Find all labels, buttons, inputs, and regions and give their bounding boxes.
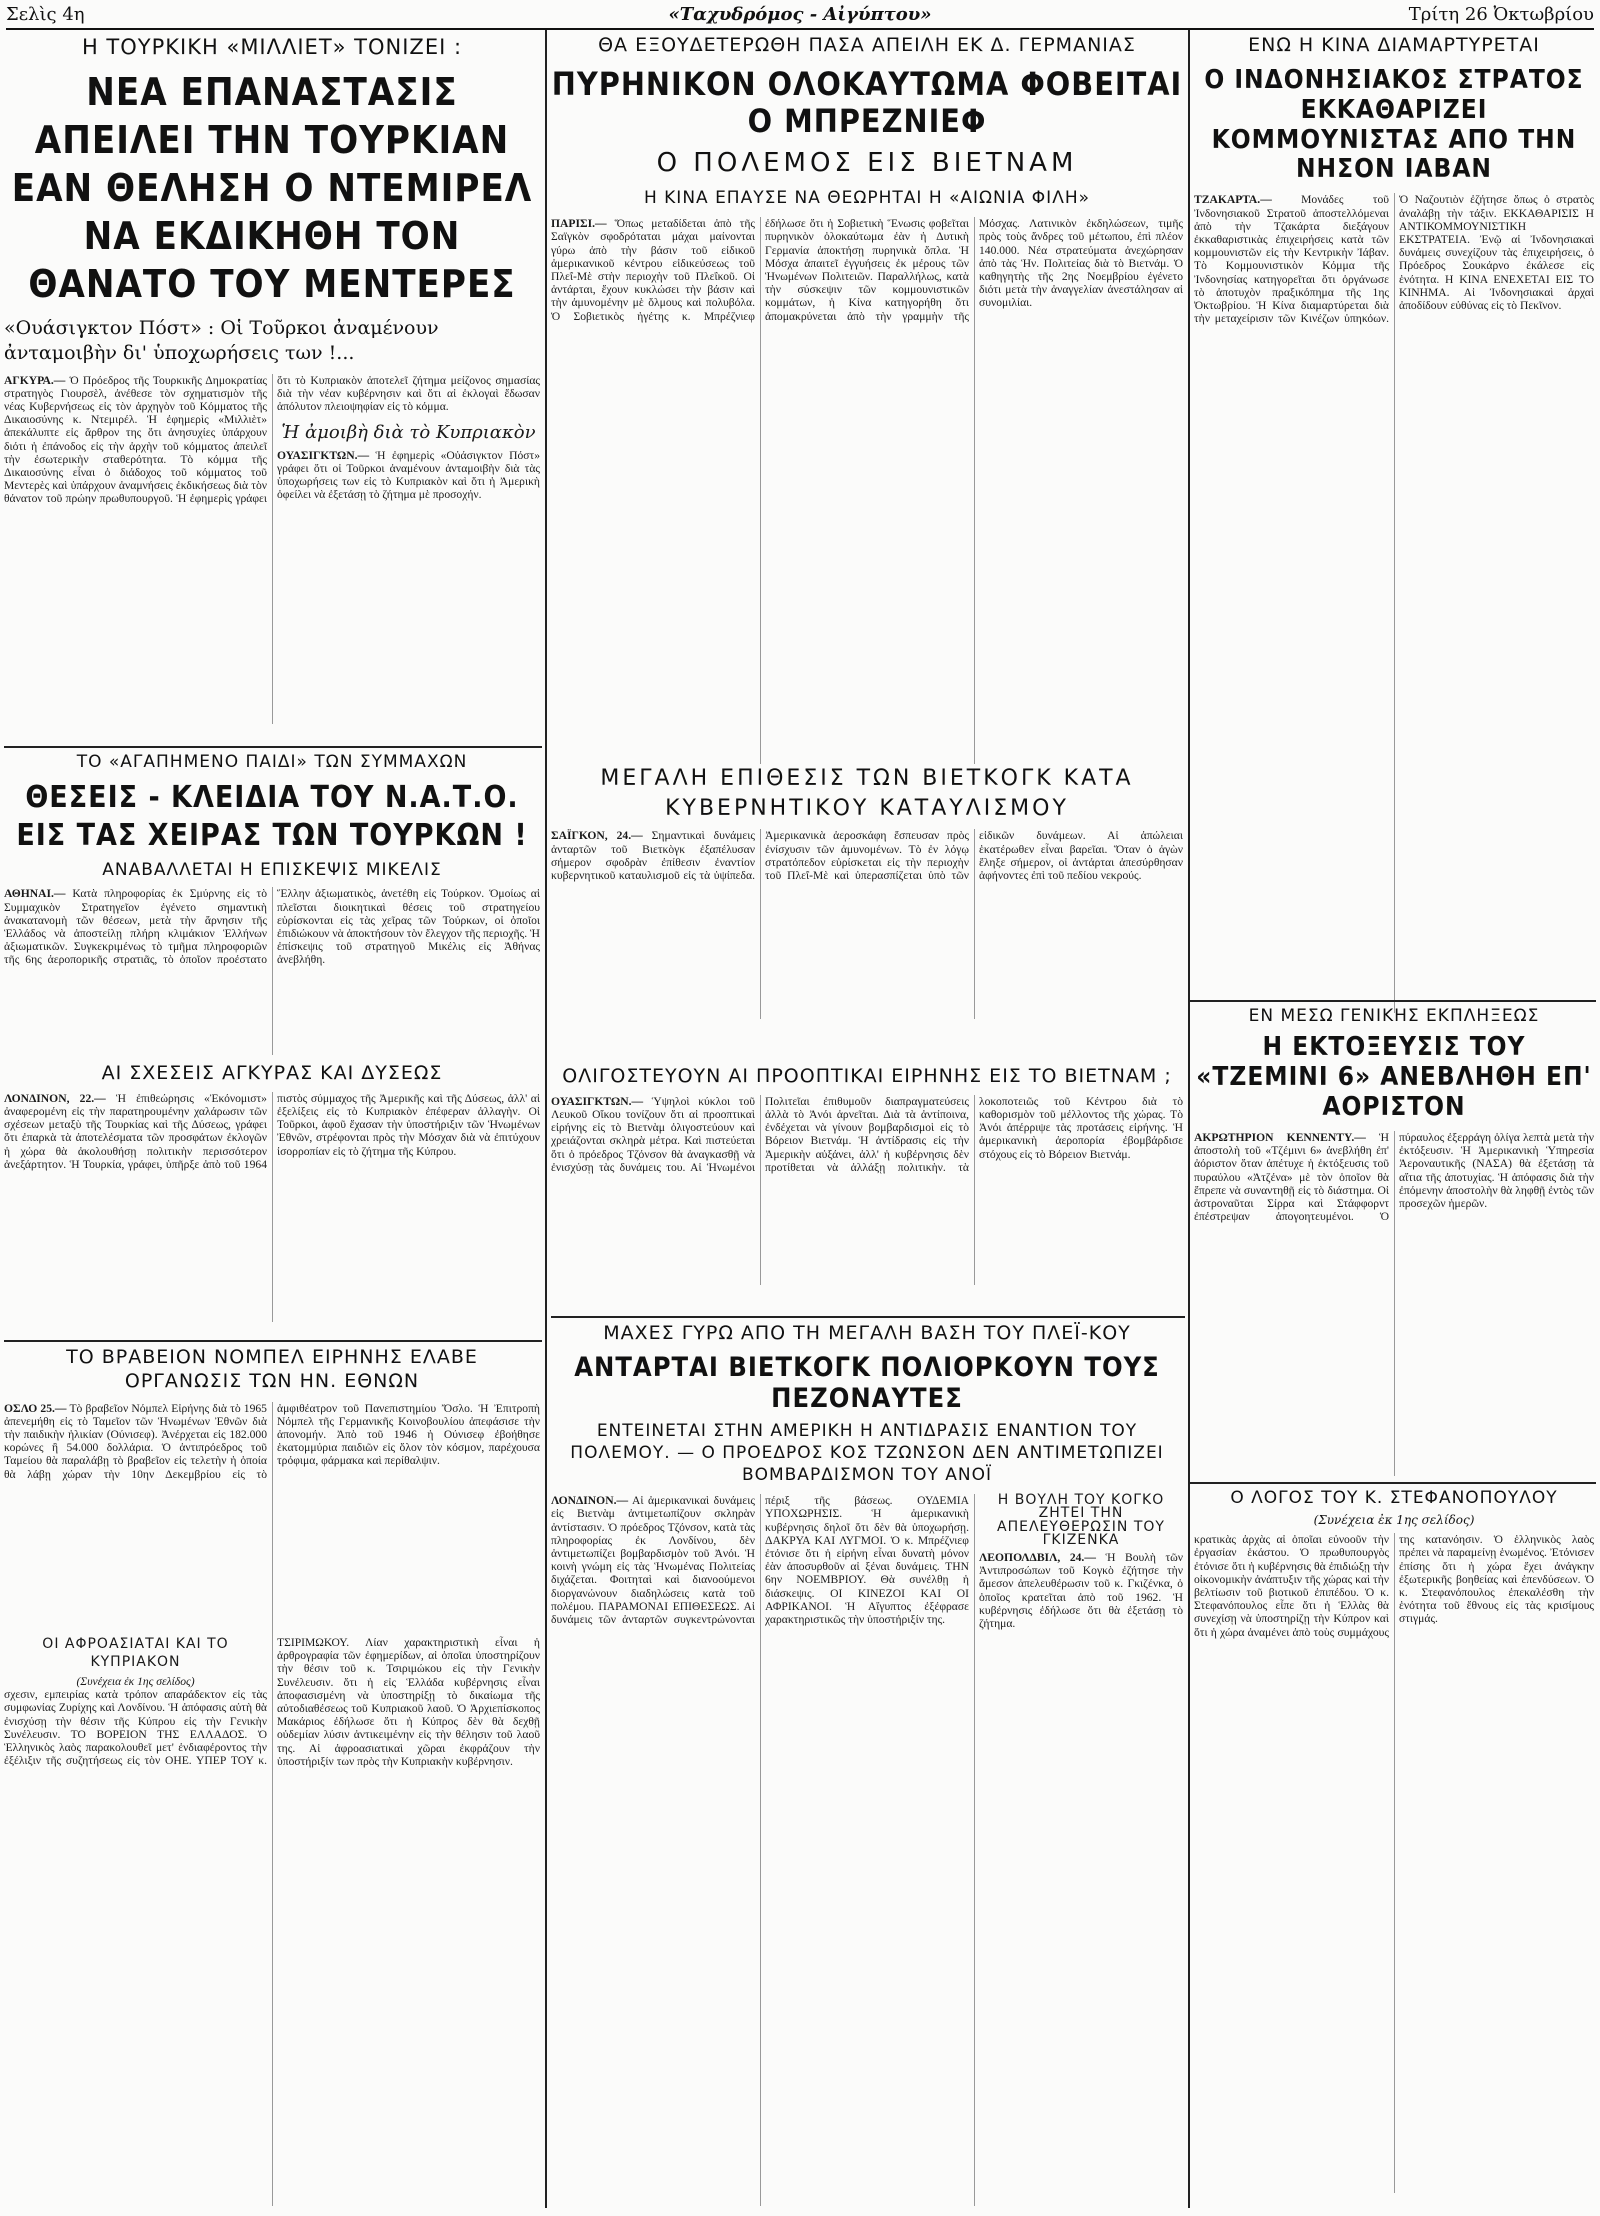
issue-date: Τρίτη 26 Ὀκτωβρίου [1408,4,1594,25]
article-vietcong-attack [551,764,1183,1064]
article-headline: ΝΕΑ ΕΠΑΝΑΣΤΑΣΙΣ ΑΠΕΙΛΕΙ ΤΗΝ ΤΟΥΡΚΙΑΝ ΕΑΝ ΘΕΛΗΣΗ Ο ΝΤΕΜΙΡΕΛ ΝΑ ΕΚΔΙΚΗΘΗ ΤΟΝ ΘΑΝΑΤΟ ΤΟΥ ΜΕΝΤΕΡΕΣ [11,70,533,307]
article-body [4,887,540,1055]
article-headline: ΠΥΡΗΝΙΚΟΝ ΟΛΟΚΑΥΤΩΜΑ ΦΟΒΕΙΤΑΙ Ο ΜΠΡΕΖΝΙΕΦ [551,64,1183,140]
article-text: Ἡ ἀποστολὴ τοῦ «Τζέμινι 6» ἀνεβλήθη ἐπ' ἀόριστον ὅταν ἀπέτυχε ἡ ἐκτόξευσις τοῦ πυραύλου «Ἀτζένα» μὲ τὸν ὁποῖον θὰ ἔπρεπε νὰ συναντηθῇ εἰς τὸ διάστημα. Οἱ ἀστροναῦται Σίρρα καὶ Στάφφορντ ἐπέστρεψαν ἀπογοητευμένοι. Ὁ πύραυλος ἐξερράγη ὀλίγα λεπτὰ μετὰ τὴν ἐκτόξευσιν. Ἡ Ἀμερικανικὴ Ὑπηρεσία Ἀεροναυτικῆς (ΝΑΣΑ) θὰ ἐξετάσῃ τὰ αἴτια τῆς ἀποτυχίας. Ἡ ἀπόφασις διὰ τὴν ἐπόμενην ἀποστολὴν θὰ ληφθῇ ἐντὸς τῶν προσεχῶν ἡμερῶν. [1194,1130,1594,1224]
article-headline: ΜΕΓΑΛΗ ΕΠΙΘΕΣΙΣ ΤΩΝ ΒΙΕΤΚΟΓΚ ΚΑΤΑ ΚΥΒΕΡΝΗΤΙΚΟΥ ΚΑΤΑΥΛΙΣΜΟΥ [600,766,1134,821]
article-headline: Ο ΙΝΔΟΝΗΣΙΑΚΟΣ ΣΤΡΑΤΟΣ ΕΚΚΑΘΑΡΙΖΕΙ ΚΟΜΜΟΥΝΙΣΤΑΣ ΑΠΟ ΤΗΝ ΝΗΣΟΝ ΙΑΒΑΝ [1204,64,1584,185]
article-text: κρατικὰς ἀρχὰς αἱ ὁποῖαι εὐνοοῦν τὴν ἐργασίαν ἑκάστου. Ὁ πρωθυπουργὸς ἐτόνισε ὅτι ἡ κυβέρνησις θὰ ἐπιδιώξῃ τὴν οἰκονομικὴν ἀνάπτυξιν τῆς χώρας καὶ τὴν βελτίωσιν τοῦ βιοτικοῦ ἐπιπέδου. Ὁ κ. Στεφανόπουλος εἶπε ὅτι ἡ Ἑλλὰς θὰ συνεχίσῃ νὰ ὑποστηρίζῃ τὴν Κύπρον καὶ ὅτι ἡ χώρα ἀναμένει ἀπὸ τοὺς συμμάχους της κατανόησιν. Ὁ ἑλληνικὸς λαὸς πρέπει νὰ παραμείνῃ ἑνωμένος. Ἐτόνισεν ἐπίσης ὅτι ἡ χώρα ἔχει ἀνάγκην ἐξωτερικῆς βοηθείας καὶ ἐπενδύσεων. Ὁ κ. Στεφανόπουλος ἐπεκαλέσθη τὴν ἑνότητα τοῦ ἔθνους εἰς τὰς κρισίμους στιγμάς. [1194,1533,1594,1639]
article-headline: ΟΙ ΑΦΡΟΑΣΙΑΤΑΙ ΚΑΙ ΤΟ ΚΥΠΡΙΑΚΟΝ [42,1636,229,1670]
article-subhead: ΕΝΤΕΙΝΕΤΑΙ ΣΤΗΝ ΑΜΕΡΙΚΗ Η ΑΝΤΙΔΡΑΣΙΣ ΕΝΑΝΤΙΟΝ ΤΟΥ ΠΟΛΕΜΟΥ. — Ο ΠΡΟΕΔΡΟΣ ΚΟΣ ΤΖΩΝΣΟΝ ΔΕΝ ΑΝΤΙΜΕΤΩΠΙΖΕΙ ΒΟΜΒΑΡΔΙΣΜΟΝ ΤΟΥ ΑΝΟΪ [570,1420,1164,1486]
article-dateline: ΣΑΪΓΚΟΝ, 24.— [551,829,643,843]
article-dateline: ΛΟΝΔΙΝΟΝ, 22.— [4,1091,106,1105]
section-divider [1190,1000,1596,1002]
article-text: Ἡ ἐπιθεώρησις «Ἐκόνομιστ» ἀναφερομένη εἰς τὴν παρατηρουμένην χαλάρωσιν τῶν σχέσεων μεταξὺ τῆς Τουρκίας καὶ τῆς Δύσεως, γράφει ὅτι ἐπαρκὰ τὰ ἀποτελέσματα τῶν προσφάτων ἐκλογῶν ἡ χώρα θὰ ἀκολουθήσῃ πολιτικὴν περισσότερον ἀνεξάρτητον. Ἡ Τουρκία, γράφει, ὑπῆρξε ἀπὸ τοῦ 1964 πιστὸς σύμμαχος τῆς Ἀμερικῆς καὶ τῆς Δύσεως, ἀλλ' αἱ ἐξελίξεις εἰς τὸ Κυπριακὸν ἐπέφεραν ἀλλαγὴν. Οἱ Τοῦρκοι, ἀφοῦ ἔχασαν τὴν ὑποστήριξιν τῶν Ἡνωμένων Ἐθνῶν, στρέφονται πρὸς τὴν Μόσχαν διὰ νὰ ἐπιτύχουν ἰσορροπίαν εἰς τὸ ζήτημα τῆς Κύπρου. [4,1091,540,1171]
column-rule [1188,30,1190,2208]
page-number: Σελὶς 4η [6,4,85,25]
article-afroasians-cyprus [4,1636,540,2206]
article-subhead-2: Η ΚΙΝΑ ΕΠΑΥΣΕ ΝΑ ΘΕΩΡΗΤΑΙ Η «ΑΙΩΝΙΑ ΦΙΛΗ» [643,188,1091,209]
article-deck: «Ουάσιγκτον Πόστ» : Οἱ Τοῦρκοι ἀναμένουν ἀνταμοιβὴν δι' ὑποχωρήσεις των !... [4,317,439,364]
article-text: τὰ λοκοποτειῶς τοῦ Κέντρου διὰ τὸ καθορισμὸν τοῦ μέλλοντος τῆς χώρας. Τὸ Ἀνόι ἀπέρριψε τὰς προτάσεις εἰρήνης. Ἡ ἀμερικανικὴ ἀεροπορία ἐβομβάρδισε στόχους εἰς τὸ Βόρειον Βιετνάμ. [958,1094,1183,1174]
article-kicker: ΕΝΩ Η ΚΙΝΑ ΔΙΑΜΑΡΤΥΡΕΤΑΙ [1248,34,1540,56]
article-text: Αἱ ἀμερικανικαὶ δυνάμεις εἰς Βιετνὰμ ἀντιμετωπίζουν σκληρὰν ἀντίστασιν. Ὁ πρόεδρος Τζόνσον, κατὰ τὰς πληροφορίας ἐκ Λονδίνου, δὲν ἀντιμετωπίζει βομβαρδισμὸν τοῦ Ἀνόι. Ἡ κοινὴ γνώμη εἰς τὰς Ἡνωμένας Πολιτείας διχάζεται. Φοιτηταὶ καὶ διανοούμενοι διοργανώνουν διαδηλώσεις κατὰ τοῦ πολέμου. ΠΑΡΑΜΟΝΑΙ ΕΠΙΘΕΣΕΩΣ. Αἱ δυνάμεις τῶν ἀνταρτῶν συγκεντρώνονται πέριξ τῆς βάσεως. ΟΥΔΕΜΙΑ ΥΠΟΧΩΡΗΣΙΣ. Ἡ ἀμερικανικὴ κυβέρνησις δηλοῖ ὅτι δὲν θὰ ὑποχωρήσῃ. ΔΑΚΡΥΑ ΚΑΙ ΛΥΓΜΟΙ. Ὁ κ. Μπρέζνιεφ ἐτόνισε ὅτι ἡ εἰρήνη εἶναι δυνατὴ μόνον ἐὰν ἀποσυρθοῦν αἱ ξέναι δυνάμεις. ΤΗΝ 6ην ΝΟΕΜΒΡΙΟΥ. Θὰ συνέλθῃ ἡ διάσκεψις. ΟΙ ΚΙΝΕΖΟΙ ΚΑΙ ΟΙ ΑΦΡΙΚΑΝΟΙ. Ἡ Αἴγυπτος ἐξέφρασε χαρακτηριστικῶς τὴν ὑποστήριξίν της. [551,1494,969,1626]
article-text: Ὅπως μεταδίδεται ἀπὸ τῆς Σαϊγκὸν σφοδρόταται μάχαι μαίνονται γύρω ἀπὸ τὴν βάσιν τοῦ εἰδικοῦ ἀμερικανικοῦ κέντρου εἰδικεύσεως τοῦ Πλεΐ-Μὲ στὴν περιοχὴν τοῦ Πλεΐκοῦ. Οἱ ἀντάρται, ἔχουν κυκλώσει τὴν βάσιν καὶ τὴν ἀμυνομένην μὲ ὅλμους καὶ πολυβόλα. Ὁ Σοβιετικὸς ἡγέτης κ. Μπρέζνιεφ ἐδήλωσε ὅτι ἡ Σοβιετικὴ Ἕνωσις φοβεῖται πυρηνικὸν ὁλοκαύτωμα ἐὰν ἡ Δυτικὴ Γερμανία ἀποκτήσῃ πυρηνικὰ ὅπλα. Ἡ Μόσχα ἀπαιτεῖ ἐγγυήσεις ἐκ μέρους τῶν Ἡνωμένων Πολιτειῶν. Παραλλήλως, κατὰ τὴν σύσκεψιν τῶν κομμουνιστικῶν κομμάτων, ἡ Κίνα κατηγορήθη ὅτι ἀπομακρύνεται ἀπὸ τὴν γραμμὴν τῆς Μόσχας. Λατινικὸν ἐκδηλώσεων, τιμῆς πρὸς τοὺς ἄνδρες τοῦ μέτωπου, ἐπὶ πλέον 140.000. Νέα στρατεύματα ἀνεχώρησαν ἀπὸ τὰς Ἡν. Πολιτείας διὰ τὸ Βιετνάμ. Ὁ καθηγητὴς τῆς 2ης Νοεμβρίου ἐγένετο διότι μετὰ τὴν ἀναγγελίαν ἀνεστάλησαν αἱ συνομιλίαι. [551,217,1183,323]
section-divider [4,746,542,748]
article-kicker: ΑΙ ΣΧΕΣΕΙΣ ΑΓΚΥΡΑΣ ΚΑΙ ΔΥΣΕΩΣ [101,1062,443,1084]
article-subhead: ΑΝΑΒΑΛΛΕΤΑΙ Η ΕΠΙΣΚΕΨΙΣ ΜΙΚΕΛΙΣ [102,860,442,881]
article-body [4,1092,540,1322]
article-text: ὅτι ἡ εἰς Ἑλλάδα κυβέρνησις εἶναι ἀποφασισμένη νὰ ὑποστηρίξῃ τὸ δικαίωμα τῆς αὐτοδιαθέσεως τοῦ Κυπριακοῦ λαοῦ. Ὁ Ἀρχιεπίσκοπος Μακάριος ἐδήλωσε ὅτι ἡ Κύπρος δὲν θὰ δεχθῇ οὐδεμίαν λύσιν ἀντικειμένην εἰς τὴν θέλησιν τοῦ λαοῦ της. Αἱ ἀφροασιατικαὶ χῶραι ἐκφράζουν τὴν ὑποστήριξίν των πρὸς τὴν Κυπριακὴν κυβέρνησιν. [277,1675,540,1768]
article-pleiku-siege [551,1322,1183,2206]
spacer [950,310,1183,311]
article-subhead: Ἡ ἀμοιβὴ διὰ τὸ Κυπριακὸν [281,422,536,444]
article-body [551,1095,1183,1285]
article-headline: ΑΝΤΑΡΤΑΙ ΒΙΕΤΚΟΓΚ ΠΟΛΙΟΡΚΟΥΝ ΤΟΥΣ ΠΕΖΟΝΑΥΤΕΣ [574,1351,1160,1414]
article-brezhnev-vietnam [551,34,1183,764]
article-body [551,1494,1183,2206]
article-dateline: ΟΣΛΟ 25.— [4,1401,67,1415]
article-kicker: ΜΑΧΕΣ ΓΥΡΩ ΑΠΟ ΤΗ ΜΕΓΑΛΗ ΒΑΣΗ ΤΟΥ ΠΛΕΪ-ΚΟΥ [603,1322,1131,1344]
article-dateline: ΛΟΝΔΙΝΟΝ.— [551,1494,629,1508]
article-headline: Ο ΛΟΓΟΣ ΤΟΥ Κ. ΣΤΕΦΑΝΟΠΟΥΛΟΥ [1230,1488,1558,1508]
article-subhead: Ο ΠΟΛΕΜΟΣ ΕΙΣ ΒΙΕΤΝΑΜ [656,148,1078,179]
article-dateline: ΑΘΗΝΑΙ.— [4,887,66,901]
article-kicker: Η ΤΟΥΡΚΙΚΗ «ΜΙΛΛΙΕΤ» ΤΟΝΙΖΕΙ : [81,35,463,59]
section-divider [551,1316,1185,1318]
article-headline: ΤΟ ΒΡΑΒΕΙΟΝ ΝΟΜΠΕΛ ΕΙΡΗΝΗΣ ΕΛΑΒΕ ΟΡΓΑΝΩΣΙΣ ΤΩΝ ΗΝ. ΕΘΝΩΝ [66,1346,478,1392]
article-text: Τὸ βραβεῖον Νόμπελ Εἰρήνης διὰ τὸ 1965 ἀπενεμήθη εἰς τὸ Ταμεῖον τῶν Ἡνωμένων Ἐθνῶν διὰ τὴν παιδικὴν ἡλικίαν (Ούνισεφ). Ἀνέρχεται εἰς 182.000 κορώνες ἢ 54.000 δολλάρια. Ὁ ἀντιπρόεδρος τοῦ Ταμείου θὰ παραλάβῃ τὸ βραβεῖον εἰς τελετὴν ἡ ὁποία θὰ λάβῃ χώραν τὴν 10ην Δεκεμβρίου εἰς τὸ ἀμφιθέατρον τοῦ Πανεπιστημίου Ὄσλο. Ἡ Ἐπιτροπὴ Νόμπελ τῆς Γερμανικῆς Κοινοβουλίου ἀπεφάσισε τὴν ἀπονομήν. Ἀπὸ τοῦ 1946 ἡ Ούνισεφ ἐβοήθησε ἑκατομμύρια παιδιῶν εἰς ὅλον τὸν κόσμον, παρέχουσα τρόφιμα, φάρμακα καὶ περίθαλψιν. [4,1401,540,1481]
column-rule [545,30,547,2208]
article-body [4,1402,540,1637]
article-headline: ΟΛΙΓΟΣΤΕΥΟΥΝ ΑΙ ΠΡΟΟΠΤΙΚΑΙ ΕΙΡΗΝΗΣ ΕΙΣ ΤΟ ΒΙΕΤΝΑΜ ; [562,1065,1172,1087]
article-body [551,829,1183,1019]
article-dateline: ΛΕΟΠΟΛΔΒΙΛ, 24.— [979,1550,1096,1564]
article-body [4,374,540,724]
article-text: Ὑψηλοὶ κύκλοι τοῦ Λευκοῦ Οἴκου τονίζουν ὅτι αἱ προοπτικαὶ εἰρήνης εἰς τὸ Βιετνὰμ ὀλιγοστεύουν καὶ χρειάζονται σκληρὰ μέτρα. Καὶ πιστεύεται ὅτι ὁ πρόεδρος Τζόνσον θὰ ἀναγκασθῇ νὰ ἐνισχύσῃ τὰς δυνάμεις του. Αἱ Ἡνωμένοι Πολιτεῖαι ἐπιθυμοῦν διαπραγματεύσεις ἀλλὰ τὸ Ἀνόι ἀρνεῖται. Διὰ τὰ ἀντίποινα, ἐνδέχεται νὰ γίνουν βομβαρδισμοὶ εἰς τὸ Βόρειον Βιετνάμ. Ἡ ἀντίδρασις εἰς τὴν Ἀμερικὴν αὐξάνει, ἀλλ' ἡ κυβέρνησις δὲν προτίθεται νὰ ἀλλάξῃ πολιτικὴν. [551,1094,969,1174]
article-text: Σημαντικαὶ δυνάμεις ἀνταρτῶν τοῦ Βιετκὸγκ ἐξαπέλυσαν σήμερον σφοδρὰν ἐπίθεσιν ἐναντίον κυβερνητικοῦ καταυλισμοῦ εἰς τὰ ὑψίπεδα. Ἀμερικανικὰ ἀεροσκάφη ἔσπευσαν πρὸς ἐνίσχυσιν τῶν ἀμυνομένων. Τὸ ἐν λόγῳ στρατόπεδον εὑρίσκεται εἰς τὴν περιοχὴν τοῦ Πλεΐ-Μὲ καὶ ὑπερασπίζεται ὑπὸ τῶν εἰδικῶν δυνάμεων. Αἱ ἀπώλειαι ἑκατέρωθεν εἶναι βαρεῖαι. Ὅταν ὁ ἀγὼν ἔληξε σήμερον, οἱ ἀντάρται ἀπεσύρθησαν ἀφήνοντες ἐπὶ τοῦ πεδίου νεκρούς. [551,829,1183,882]
article-headline: ΘΕΣΕΙΣ - ΚΛΕΙΔΙΑ ΤΟΥ Ν.Α.Τ.Ο. ΕΙΣ ΤΑΣ ΧΕΙΡΑΣ ΤΩΝ ΤΟΥΡΚΩΝ ! [16,780,528,854]
article-kicker: ΕΝ ΜΕΣΩ ΓΕΝΙΚΗΣ ΕΚΠΛΗΞΕΩΣ [1248,1006,1540,1026]
article-body [551,217,1183,764]
masthead [6,2,1594,30]
article-text: Ὁ Πρόεδρος τῆς Τουρκικῆς Δημοκρατίας στρατηγὸς Γιουρσὲλ, ἀνέθεσε τὸν σχηματισμὸν τῆς νέας Κυβερνήσεως εἰς τὸν ἀρχηγὸν τοῦ Κόμματος τῆς Δικαιοσύνης κ. Ντεμιρέλ. Ἡ ἐφημερὶς «Μιλλιὲτ» ἀπεκάλυπτε εἰς ἄρθρον της ὅτι ἀνησυχίες ὑπάρχουν διότι ἡ ἐπάνοδος εἰς τὴν ἀρχὴν τοῦ κόμματος ἀπειλεῖ τὴν ἐσωτερικὴν σταθερότητα. Τὸ κόμμα τῆς Δικαιοσύνης εἶναι ὁ διάδοχος τοῦ κόμματος τοῦ Μεντερὲς καὶ ὑπάρχουν ἀναμνήσεις ἐκδικήσεως διὰ τὸν θάνατον τοῦ πρώην πρωθυπουργοῦ. Ἡ ἐφημερὶς γράφει ὅτι τὸ Κυπριακὸν ἀποτελεῖ ζήτημα μείζονος σημασίας διὰ τὴν νέαν κυβέρνησιν καὶ ὅτι αἱ ἐκλογαὶ ἔδωσαν ἀπόλυτον πλειοψηφίαν εἰς τὸ κόμμα. [4,373,540,506]
article-nobel-peace [4,1346,540,1636]
article-gemini6 [1194,1006,1594,1476]
article-stefanopoulos [1194,1488,1594,2206]
article-body [1194,193,1594,1013]
article-dateline: ΑΓΚΥΡΑ.— [4,373,66,387]
article-body [1194,1533,1594,2193]
article-nato-positions [4,752,540,1062]
article-dateline: ΟΥΑΣΙΓΚΤΩΝ.— [551,1094,644,1108]
article-dateline: ΑΚΡΩΤΗΡΙΟΝ ΚΕΝΝΕΝΤΥ.— [1194,1130,1366,1144]
newspaper-name: «Ταχυδρόμος - Αἰγύπτου» [668,4,932,25]
article-headline: Η ΕΚΤΟΞΕΥΣΙΣ ΤΟΥ «ΤΖΕΜΙΝΙ 6» ΑΝΕΒΛΗΘΗ ΕΠ' ΑΟΡΙΣΤΟΝ [1196,1032,1592,1123]
article-text: Μονάδες τοῦ Ἰνδονησιακοῦ Στρατοῦ ἀποστελλόμεναι ἀπὸ τὴν Τζακάρτα διεξάγουν ἐκκαθαριστικὰς ἐπιχειρήσεις κατὰ τῶν κομμουνιστῶν εἰς τὴν Κεντρικὴν Ἰάβαν. Τὸ Κομμουνιστικὸν Κόμμα τῆς Ἰνδονησίας κατηγορεῖται ὅτι ὀργάνωσε τὸ ἀποτυχὸν πραξικόπημα τῆς 1ης Ὀκτωβρίου. Ἡ Κίνα διαμαρτύρεται διὰ τὴν μεταχείρισιν τῶν Κινέζων ὑπηκόων. Ὁ Ναζουτιὸν ἐζήτησε ὅπως ὁ στρατὸς ἀναλάβῃ τὴν τάξιν. ΕΚΚΑΘΑΡΙΣΙΣ Η ΑΝΤΙΚΟΜΜΟΥΝΙΣΤΙΚΗ ΕΚΣΤΡΑΤΕΙΑ. Ἐνῷ αἱ Ἰνδονησιακαὶ δυνάμεις συνεχίζουν τὰς ἐπιχειρήσεις, ὁ Πρόεδρος Σουκάρνο ἐκάλεσε εἰς ἑνότητα. Η ΚΙΝΑ ΕΝΕΧΕΤΑΙ ΕΙΣ ΤΟ ΚΙΝΗΜΑ. Αἱ Ἰνδονησιακαὶ ἀρχαὶ ἀποδίδουν εὐθύνας εἰς τὸ Πεκῖνον. [1194,193,1594,326]
article-ankara-west [4,1062,540,1332]
section-divider [1190,1482,1596,1484]
article-text: Ἡ Βουλὴ τῶν Ἀντιπροσώπων τοῦ Κογκὸ ἐζήτησε τὴν ἄμεσον ἀπελευθέρωσιν τοῦ κ. Γκιζένκα, ὁ ὁποῖος κρατεῖται ἀπὸ τοῦ 1962. Ἡ κυβέρνησις ἐδήλωσε ὅτι θὰ ἐξετάσῃ τὸ ζήτημα. [979,1550,1183,1630]
article-text: σχεσιν, εμπειρίας κατὰ τρόπον απαράδεκτον εἰς τὰς συμφωνίας Ζυρίχης καὶ Λονδίνου. Ἡ ἀπόφασις αὐτὴ θὰ ἐνισχύσῃ τὴν θέσιν τῆς Κύπρου εἰς τὴν Γενικὴν Συνέλευσιν. ΤΟ ΒΟΡΕΙΟΝ ΤΗΣ ΕΛΛΑΔΟΣ. Ὁ Ἑλληνικὸς λαὸς παρακολουθεῖ μετ' ἐνδιαφέροντος τὴν ἐξέλιξιν τῆς συζητήσεως εἰς τὸν ΟΗΕ. ΥΠΕΡ ΤΟΥ κ. ΤΣΙΡΙΜΩΚΟΥ. Λίαν χαρακτηριστικὴ εἶναι ἡ ἀρθρογραφία τῶν ἐφημερίδων, αἱ ὁποῖαι ὑποστηρίζουν τὴν θέσιν τοῦ κ. Τσιριμώκου εἰς τὴν Γενικὴν Συνέλευσιν. [4,1636,540,1768]
article-text: Ἡ ἐφημερὶς «Οὐάσιγκτον Πόστ» γράφει ὅτι οἱ Τοῦρκοι ἀναμένουν ἀνταμοιβὴν διὰ τὰς ὑποχωρήσεις των εἰς τὸ Κυπριακὸν καὶ ὅτι ἡ Ἀμερικὴ ὀφείλει νὰ ἐξετάσῃ τὸ ζήτημα μὲ προσοχήν. [277,448,540,502]
article-dateline: ΠΑΡΙΣΙ.— [551,217,607,231]
article-subhead: Η ΒΟΥΛΗ ΤΟΥ ΚΟΓΚΟ ΖΗΤΕΙ ΤΗΝ ΑΠΕΛΕΥΘΕΡΩΣΙΝ ΤΟΥ ΓΚΙΖΕΝΚΑ [997,1492,1165,1548]
article-text: Κατὰ πληροφορίας ἐκ Σμύρνης εἰς τὸ Συμμαχικὸν Στρατηγεῖον ἐγένετο σημαντικὴ ἀνακατανομὴ τῶν θέσεων, μετὰ τὴν ἄρνησιν τῆς Ἑλλάδος νὰ ἀποστείλῃ πλήρη κλιμάκιον Ἑλλήνων ἀξιωματικῶν. Συγκεκριμένως τὸ τμῆμα πληροφοριῶν τῆς 6ης ἀεροπορικῆς στρατιᾶς, τὸ ὁποῖον προέστατο Ἕλλην ἀξιωματικὸς, ἀνετέθη εἰς Τούρκον. Ὁμοίως αἱ πλεῖσται διοικητικαὶ θέσεις τοῦ στρατηγείου εὑρίσκονται εἰς τὰς χεῖρας τῶν Τούρκων, οἱ ὁποῖοι ἐπιδιώκουν νὰ ἀποκτήσουν τὸν ἔλεγχον τῆς περιοχῆς. Ἡ ἐπίσκεψις τοῦ στρατηγοῦ Μικέλις εἰς Ἀθήνας ἀνεβλήθη. [4,887,540,967]
article-kicker: ΤΟ «ΑΓΑΠΗΜΕΝΟ ΠΑΙΔΙ» ΤΩΝ ΣΥΜΜΑΧΩΝ [76,752,468,772]
article-body [4,1636,540,2206]
article-note: (Συνέχεια ἐκ 1ης σελίδος) [76,1675,195,1688]
article-kicker: ΘΑ ΕΞΟΥΔΕΤΕΡΩΘΗ ΠΑΣΑ ΑΠΕΙΛΗ ΕΚ Δ. ΓΕΡΜΑΝΙΑΣ [598,34,1136,56]
article-turkey-milliyet [4,34,540,774]
section-divider [4,1340,542,1342]
article-dateline: ΤΖΑΚΑΡΤΑ.— [1194,193,1272,207]
article-dateline: ΟΥΑΣΙΓΚΤΩΝ.— [277,448,370,462]
article-indonesia [1194,34,1594,1034]
article-body [1194,1131,1594,1476]
article-peace-prospects [551,1064,1183,1316]
article-note: (Συνέχεια ἐκ 1ης σελίδος) [1313,1513,1475,1528]
